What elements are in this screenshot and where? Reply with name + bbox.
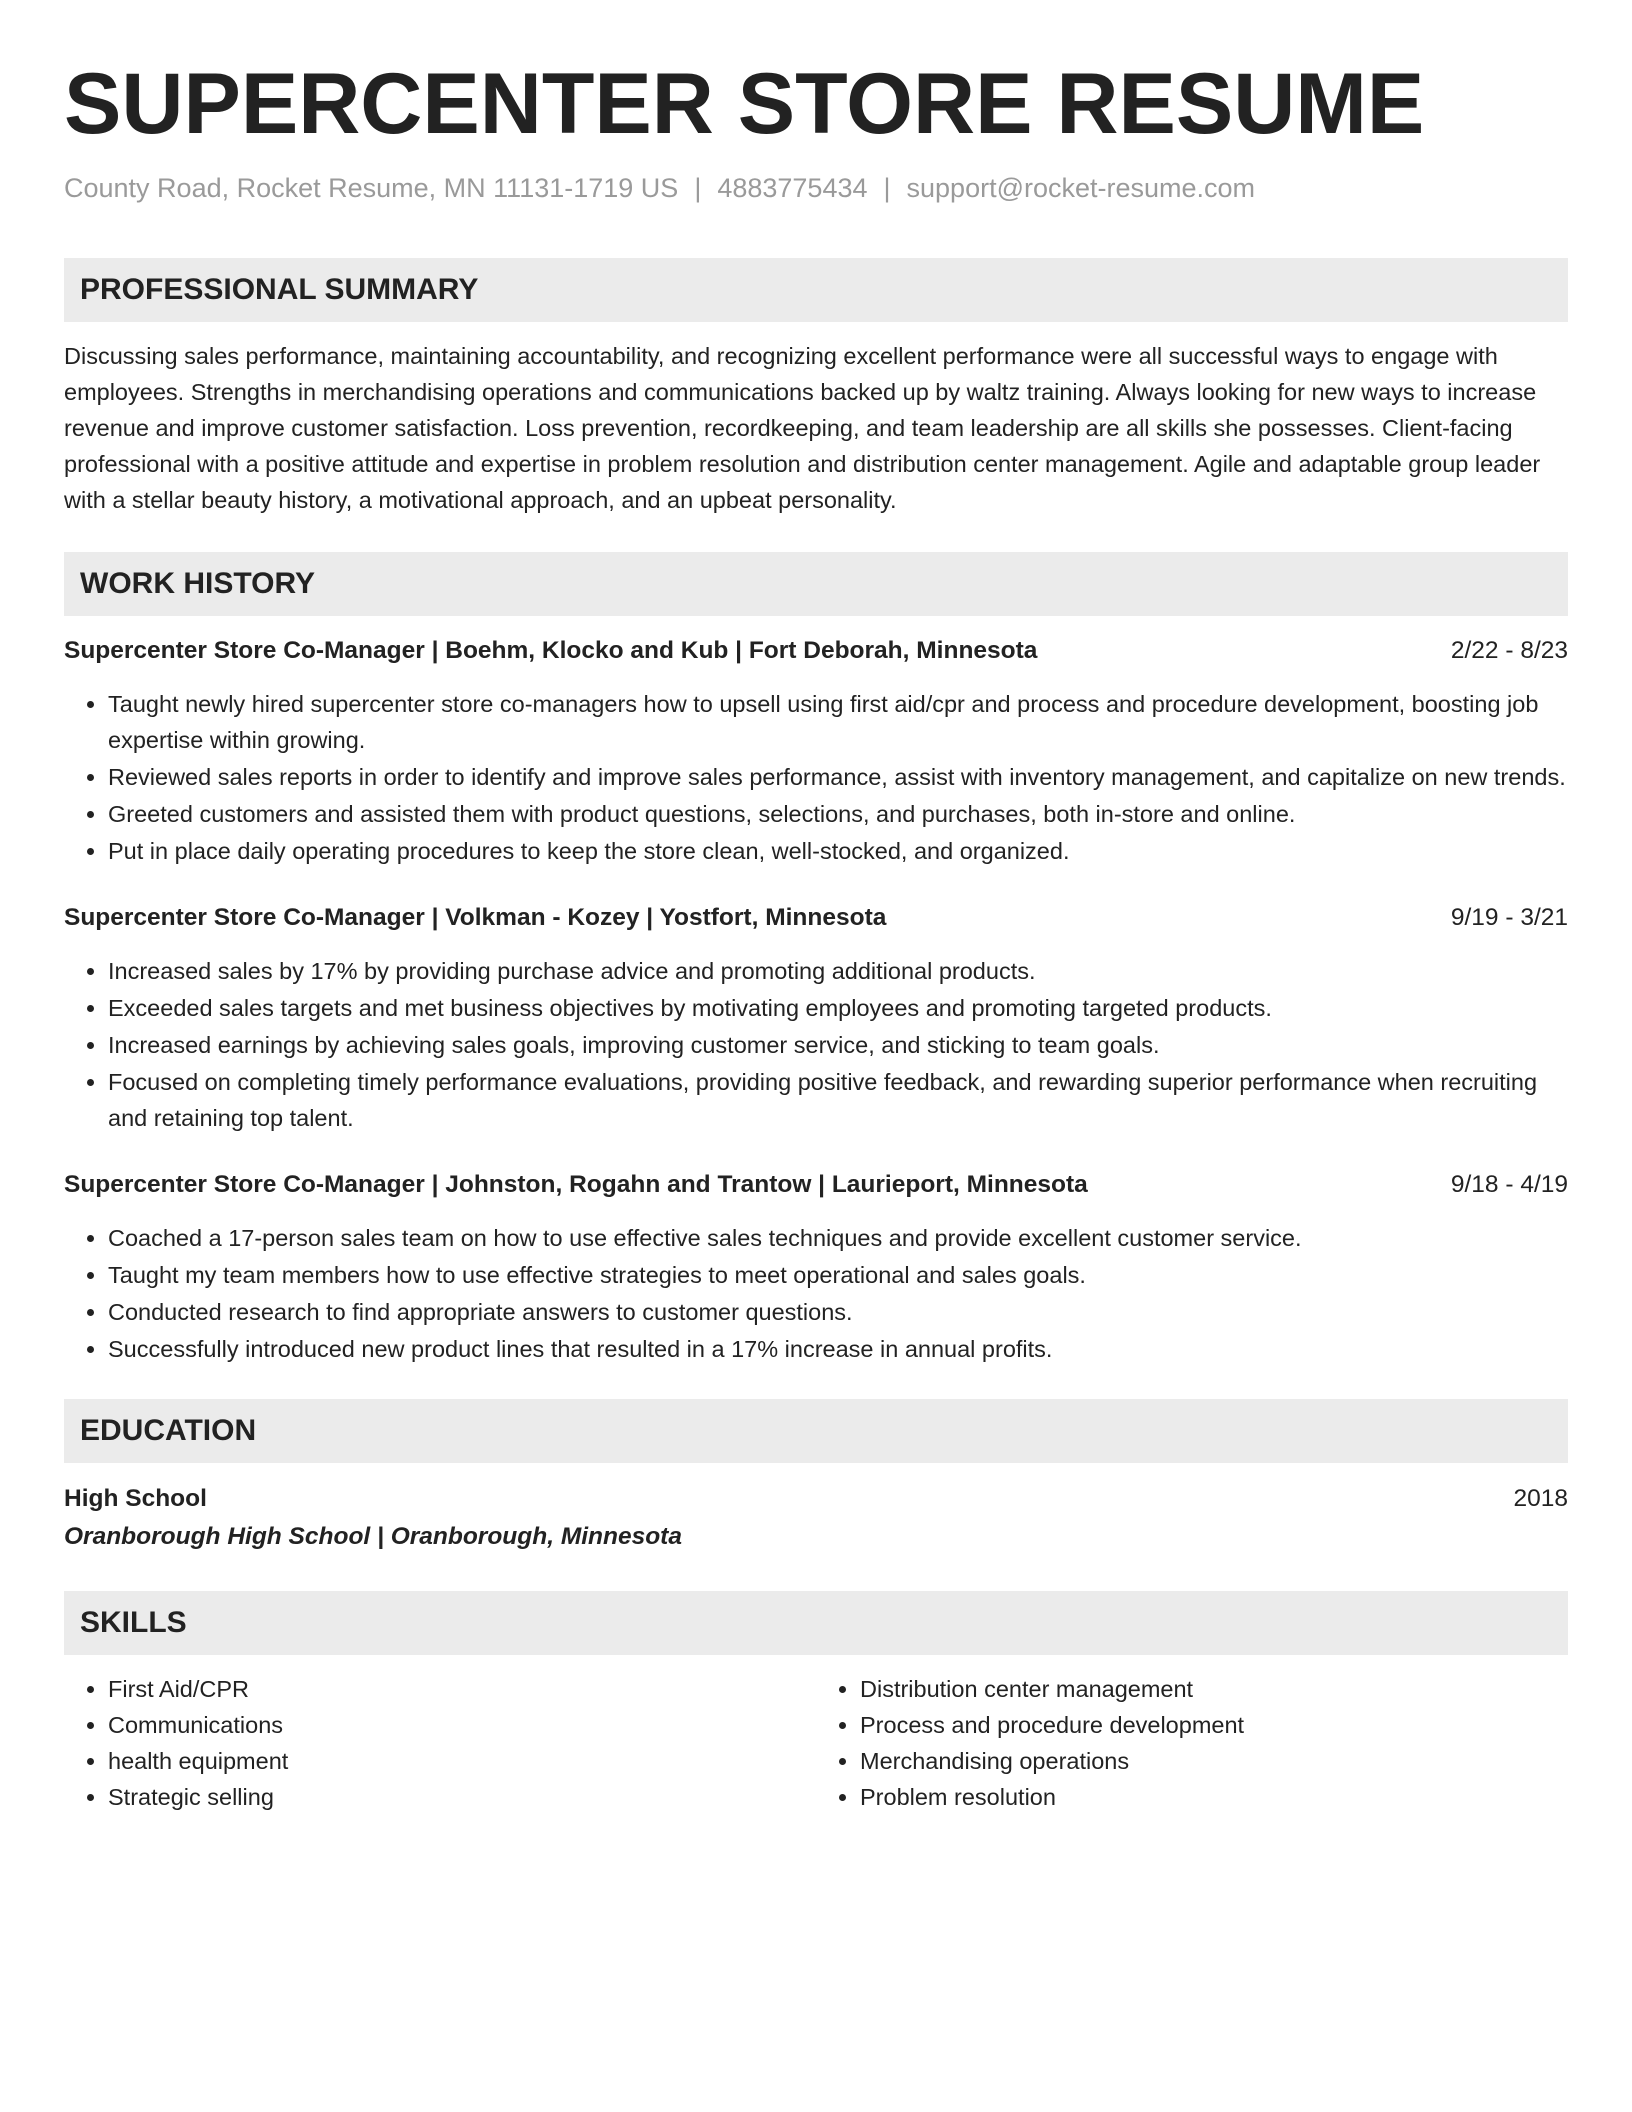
job-bullet: • Conducted research to find appropriate answers to customer questions.: [108, 1294, 1568, 1330]
job-bullet: • Successfully introduced new product lines that resulted in a 17% increase in annual profits.: [108, 1331, 1568, 1367]
job-entry: [64, 1168, 1568, 1367]
job-header: [64, 1168, 1568, 1202]
job-title: Supercenter Store Co-Manager | Johnston, Rogahn and Trantow | Laurieport, Minnesota: [64, 1171, 1088, 1198]
skill-item: • Communications: [108, 1707, 816, 1743]
job-bullet: • Put in place daily operating procedures to keep the store clean, well-stocked, and organized.: [108, 833, 1568, 869]
education-year: 2018: [1513, 1485, 1568, 1512]
section-header-education: EDUCATION: [64, 1399, 1568, 1463]
contact-phone: 4883775434: [717, 173, 868, 203]
job-entry: [64, 634, 1568, 869]
contact-separator: |: [883, 173, 891, 203]
job-bullet: • Taught my team members how to use effective strategies to meet operational and sales goals.: [108, 1257, 1568, 1293]
job-bullet: • Increased sales by 17% by providing purchase advice and promoting additional products.: [108, 953, 1568, 989]
skill-item: • First Aid/CPR: [108, 1671, 816, 1707]
contact-address: County Road, Rocket Resume, MN 11131-1719 US: [64, 173, 679, 203]
skills-list: [816, 1671, 1568, 1815]
summary-text: Discussing sales performance, maintaining accountability, and recognizing excellent performance were all successful ways to engage with employees. Strengths in merchandising operations and communications backed up by waltz training. Always looking for new ways to increase revenue and improve customer satisfaction. Loss prevention, recordkeeping, and team leadership are all skills she possesses. Client-facing professional with a positive attitude and expertise in problem resolution and distribution center management. Agile and adaptable group leader with a stellar beauty history, a motivational approach, and an upbeat personality.: [64, 343, 1541, 513]
job-bullet: • Taught newly hired supercenter store co-managers how to upsell using first aid/cpr and process and procedure development, boosting job expertise within growing.: [108, 686, 1568, 758]
education-row: [64, 1481, 1568, 1517]
contact-email: support@rocket-resume.com: [906, 173, 1256, 203]
job-entry: [64, 901, 1568, 1136]
skill-item: • Problem resolution: [860, 1779, 1568, 1815]
job-bullets: [64, 953, 1568, 1136]
resume-title: SUPERCENTER STORE RESUME: [64, 56, 1425, 152]
contact-line: [64, 170, 1568, 206]
section-header-skills: SKILLS: [64, 1591, 1568, 1655]
job-dates: 2/22 - 8/23: [1450, 637, 1568, 664]
skill-item: • Merchandising operations: [860, 1743, 1568, 1779]
job-bullet: • Coached a 17-person sales team on how to use effective sales techniques and provide excellent customer service.: [108, 1220, 1568, 1256]
section-header-work-history: WORK HISTORY: [64, 552, 1568, 616]
job-title: Supercenter Store Co-Manager | Boehm, Klocko and Kub | Fort Deborah, Minnesota: [64, 637, 1038, 664]
job-bullet: • Exceeded sales targets and met business objectives by motivating employees and promoting targeted products.: [108, 990, 1568, 1026]
contact-separator: |: [694, 173, 702, 203]
skills-column-right: [816, 1671, 1568, 1815]
job-header: [64, 901, 1568, 935]
skill-item: • Distribution center management: [860, 1671, 1568, 1707]
job-bullets: [64, 1220, 1568, 1367]
job-bullet: • Focused on completing timely performance evaluations, providing positive feedback, and rewarding superior performance when recruiting and retaining top talent.: [108, 1064, 1568, 1136]
skills-grid: [64, 1671, 1568, 1815]
job-dates: 9/18 - 4/19: [1450, 1171, 1568, 1198]
job-bullets: [64, 686, 1568, 869]
section-header-summary: PROFESSIONAL SUMMARY: [64, 258, 1568, 322]
skill-item: • Process and procedure development: [860, 1707, 1568, 1743]
skill-item: • health equipment: [108, 1743, 816, 1779]
job-dates: 9/19 - 3/21: [1450, 904, 1568, 931]
job-bullet: • Reviewed sales reports in order to identify and improve sales performance, assist with inventory management, and capitalize on new trends.: [108, 759, 1568, 795]
job-bullet: • Increased earnings by achieving sales goals, improving customer service, and sticking to team goals.: [108, 1027, 1568, 1063]
skills-list: [64, 1671, 816, 1815]
job-header: [64, 634, 1568, 668]
skills-column-left: [64, 1671, 816, 1815]
education-school: Oranborough High School | Oranborough, Minnesota: [64, 1523, 682, 1550]
job-title: Supercenter Store Co-Manager | Volkman - Kozey | Yostfort, Minnesota: [64, 904, 887, 931]
job-bullet: • Greeted customers and assisted them with product questions, selections, and purchases, both in-store and online.: [108, 796, 1568, 832]
skill-item: • Strategic selling: [108, 1779, 816, 1815]
education-degree: High School: [64, 1485, 207, 1512]
